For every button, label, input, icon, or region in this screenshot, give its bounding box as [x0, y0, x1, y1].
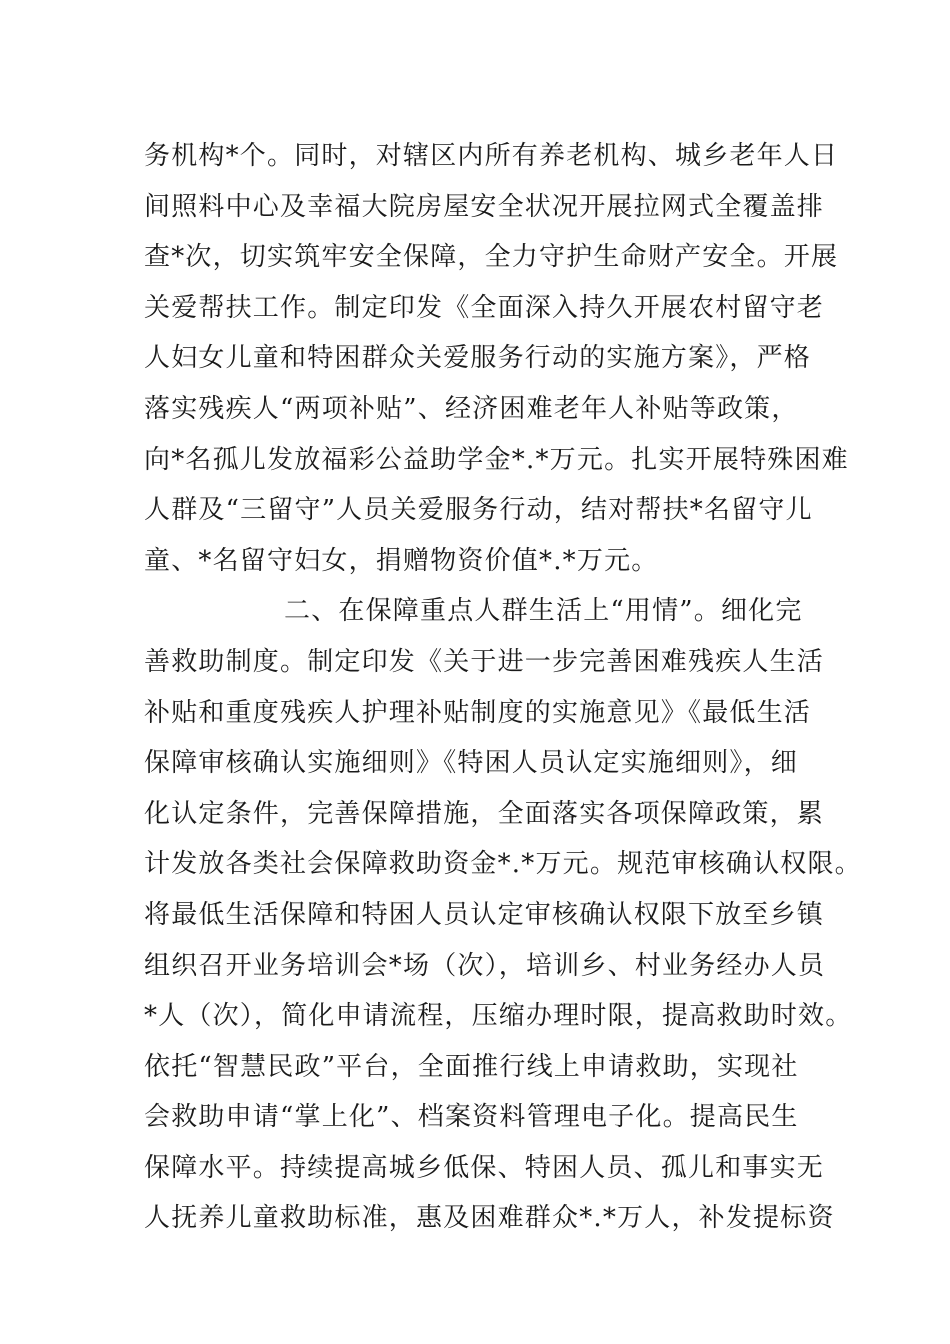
text-line: 落实残疾人“两项补贴”、经济困难老年人补贴等政策， — [144, 393, 799, 424]
text-line: 善救助制度。制定印发《关于进一步完善困难残疾人生活 — [144, 646, 825, 677]
text-line: 务机构*个。同时，对辖区内所有养老机构、城乡老年人日 — [144, 141, 839, 171]
section-heading-line: 二、在保障重点人群生活上“用情”。细化完 — [284, 596, 803, 627]
body-text — [144, 131, 862, 1244]
text-line: 人群及“三留守”人员关爱服务行动，结对帮扶*名留守儿 — [144, 495, 813, 526]
text-line: 向*名孤儿发放福彩公益助学金*.*万元。扎实开展特殊困难 — [144, 444, 849, 475]
text-line: 依托“智慧民政”平台，全面推行线上申请救助，实现社 — [144, 1051, 799, 1082]
text-line: 查*次，切实筑牢安全保障，全力守护生命财产安全。开展 — [144, 242, 839, 273]
text-line: *人（次），简化申请流程，压缩办理时限，提高救助时效。 — [144, 1001, 853, 1032]
text-line: 童、*名留守妇女，捐赠物资价值*.*万元。 — [144, 545, 659, 576]
text-line: 保障水平。持续提高城乡低保、特困人员、孤儿和事实无 — [144, 1152, 825, 1183]
text-line: 人抚养儿童救助标准，惠及困难群众*.*万人，补发提标资 — [144, 1203, 835, 1234]
text-line: 将最低生活保障和特困人员认定审核确认权限下放至乡镇 — [144, 899, 825, 930]
text-line: 会救助申请“掌上化”、档案资料管理电子化。提高民生 — [144, 1102, 799, 1133]
text-line: 计发放各类社会保障救助资金*.*万元。规范审核确认权限。 — [144, 849, 862, 880]
text-line: 间照料中心及幸福大院房屋安全状况开展拉网式全覆盖排 — [144, 191, 825, 222]
text-line: 补贴和重度残疾人护理补贴制度的实施意见》《最低生活 — [144, 697, 812, 728]
text-line: 化认定条件，完善保障措施，全面落实各项保障政策，累 — [144, 798, 825, 829]
text-line: 人妇女儿童和特困群众关爱服务行动的实施方案》，严格 — [144, 343, 812, 374]
text-line: 保障审核确认实施细则》《特困人员认定实施细则》，细 — [144, 748, 799, 779]
text-line: 关爱帮扶工作。制定印发《全面深入持久开展农村留守老 — [144, 292, 825, 323]
text-line: 组织召开业务培训会*场（次），培训乡、村业务经办人员 — [144, 950, 826, 981]
